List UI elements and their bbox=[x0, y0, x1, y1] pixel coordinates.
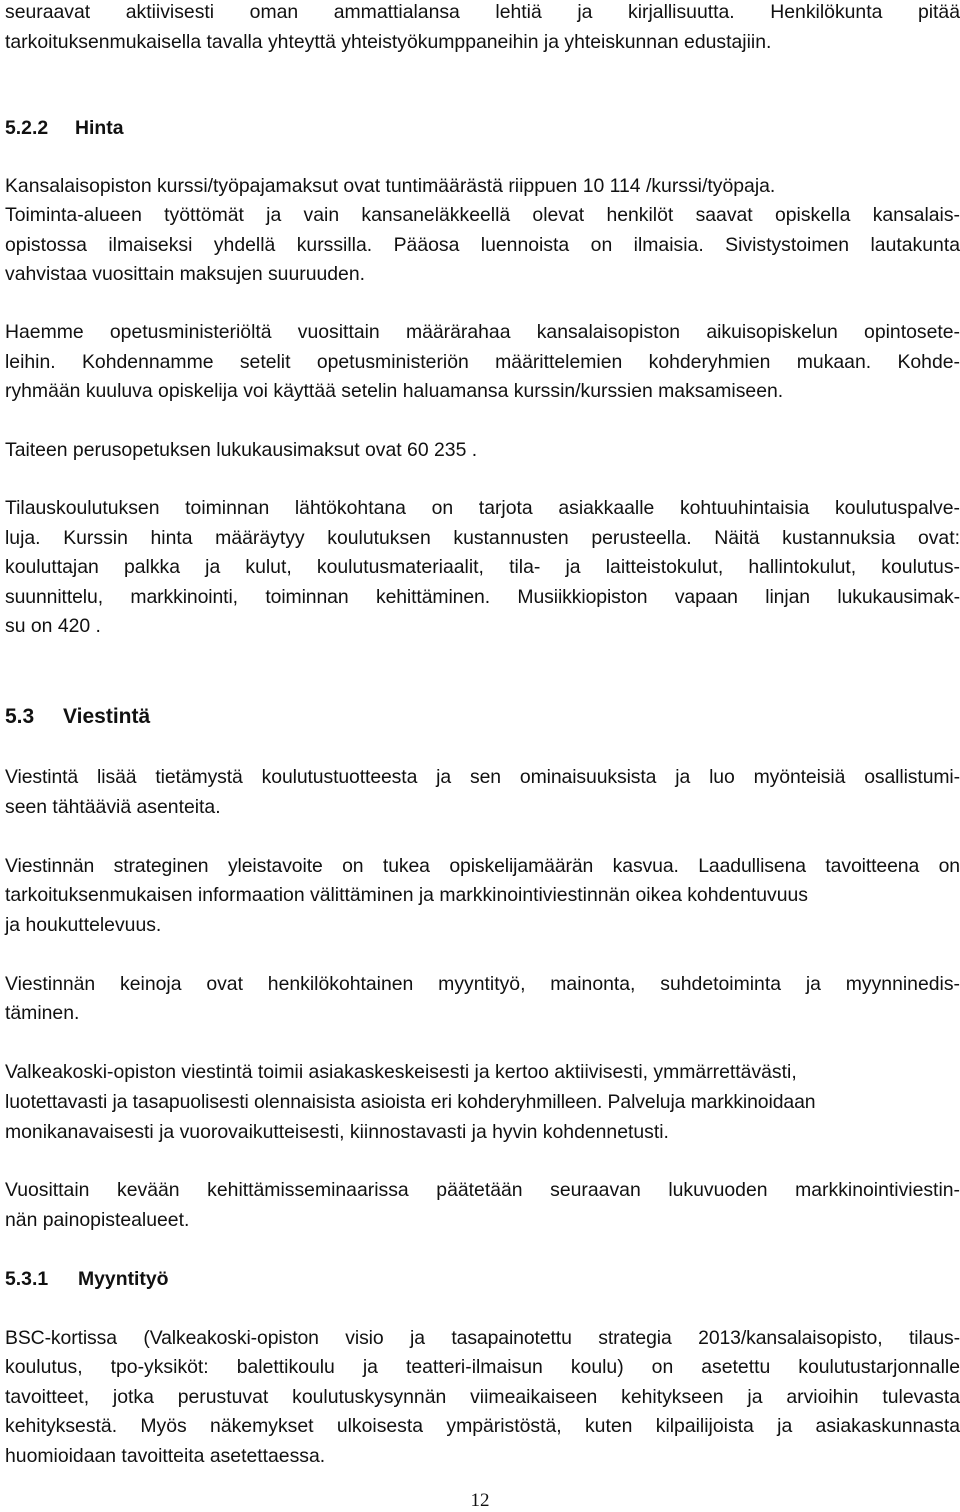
section-heading bbox=[5, 116, 123, 140]
section-title: Myyntityö bbox=[78, 1268, 169, 1290]
section-number: 5.3 bbox=[5, 705, 35, 728]
text-line: Viestinnän keinoja ovat henkilökohtainen myyntityö, mainonta, suhdetoiminta ja myynninedis- bbox=[5, 973, 960, 995]
text-line: Haemme opetusministeriöltä vuosittain määrärahaa kansalaisopiston aikuisopiskelun opintosete- bbox=[5, 321, 960, 343]
text-line: vahvistaa vuosittain maksujen suuruuden. bbox=[5, 263, 366, 285]
text-line: monikanavaisesti ja vuorovaikutteisesti, kiinnostavasti ja hyvin kohdennetusti. bbox=[5, 1121, 669, 1143]
text-line: Viestintä lisää tietämystä koulutustuotteesta ja sen ominaisuuksista ja luo myönteisiä osallistumi- bbox=[5, 766, 960, 788]
text-line: Viestinnän strateginen yleistavoite on tukea opiskelijamäärän kasvua. Laadullisena tavoitteena on bbox=[5, 855, 960, 877]
text-line: tarkoituksenmukaisella tavalla yhteyttä yhteistyökumppaneihin ja yhteiskunnan edustajiin. bbox=[5, 31, 772, 53]
text-line: koulutus, tpo-yksiköt: balettikoulu ja teatteri-ilmaisun koulu) on asetettu koulutustarjonnalle bbox=[5, 1356, 960, 1378]
section-title: Viestintä bbox=[63, 705, 151, 728]
text-line: luotettavasti ja tasapuolisesti olennaisista asioista eri kohderyhmilleen. Palveluja markkinoidaan bbox=[5, 1091, 816, 1113]
section-heading bbox=[5, 1267, 169, 1291]
page-number: 12 bbox=[470, 1490, 490, 1511]
text-line: Valkeakoski-opiston viestintä toimii asiakaskeskeisesti ja kertoo aktiivisesti, ymmärrettävästi, bbox=[5, 1061, 797, 1083]
section-number: 5.2.2 bbox=[5, 117, 49, 139]
text-line: kouluttajan palkka ja kulut, koulutusmateriaalit, tila- ja laitteistokulut, hallintokulut, koulutus- bbox=[5, 556, 960, 578]
text-line: Tilauskoulutuksen toiminnan lähtökohtana on tarjota asiakkaalle kohtuuhintaisia koulutuspalve- bbox=[5, 497, 960, 519]
text-line: tavoitteet, jotka perustuvat koulutuskysynnän viimeaikaiseen kehitykseen ja arvioihin tulevasta bbox=[5, 1386, 960, 1408]
text-line: su on 420 . bbox=[5, 615, 101, 637]
text-line: Kansalaisopiston kurssi/työpajamaksut ovat tuntimäärästä riippuen 10 114 /kurssi/työpaja. bbox=[5, 175, 776, 197]
text-line: täminen. bbox=[5, 1002, 80, 1024]
text-line: Toiminta-alueen työttömät ja vain kansaneläkkeellä olevat henkilöt saavat opiskella kansalais- bbox=[5, 204, 960, 226]
text-line: opistossa ilmaiseksi yhdellä kurssilla. Pääosa luennoista on ilmaisia. Sivistystoimen lautakunta bbox=[5, 234, 960, 256]
text-line: luja. Kurssin hinta määräytyy koulutuksen kustannusten perusteella. Näitä kustannuksia ovat: bbox=[5, 527, 960, 549]
text-line: nän painopistealueet. bbox=[5, 1209, 190, 1231]
text-line: Taiteen perusopetuksen lukukausimaksut ovat 60 235 . bbox=[5, 439, 478, 461]
text-line: seuraavat aktiivisesti oman ammattialansa lehtiä ja kirjallisuutta. Henkilökunta pitää bbox=[5, 1, 960, 23]
text-line: leihin. Kohdennamme setelit opetusministeriön määrittelemien kohderyhmien mukaan. Kohde- bbox=[5, 351, 960, 373]
text-line: tarkoituksenmukaisen informaation välittäminen ja markkinointiviestinnän oikea kohdentuvuus bbox=[5, 884, 808, 906]
section-title: Hinta bbox=[75, 117, 124, 139]
text-line: huomioidaan tavoitteita asetettaessa. bbox=[5, 1445, 326, 1467]
text-line: kehityksestä. Myös näkemykset ulkoisesta ympäristöstä, kuten kilpailijoista ja asiakaskunnasta bbox=[5, 1415, 960, 1437]
text-line: ja houkuttelevuus. bbox=[5, 914, 162, 936]
section-heading bbox=[5, 704, 150, 730]
text-line: seen tähtääviä asenteita. bbox=[5, 796, 221, 818]
text-line: BSC-kortissa (Valkeakoski-opiston visio ja tasapainotettu strategia 2013/kansalaisopisto, tilaus- bbox=[5, 1327, 960, 1349]
text-line: Vuosittain kevään kehittämisseminaarissa päätetään seuraavan lukuvuoden markkinointiviestin- bbox=[5, 1179, 960, 1201]
section-number: 5.3.1 bbox=[5, 1268, 49, 1290]
text-line: ryhmään kuuluva opiskelija voi käyttää setelin haluamansa kurssin/kurssien maksamiseen. bbox=[5, 380, 784, 402]
text-line: suunnittelu, markkinointi, toiminnan kehittäminen. Musiikkiopiston vapaan linjan lukukausimak- bbox=[5, 586, 960, 608]
